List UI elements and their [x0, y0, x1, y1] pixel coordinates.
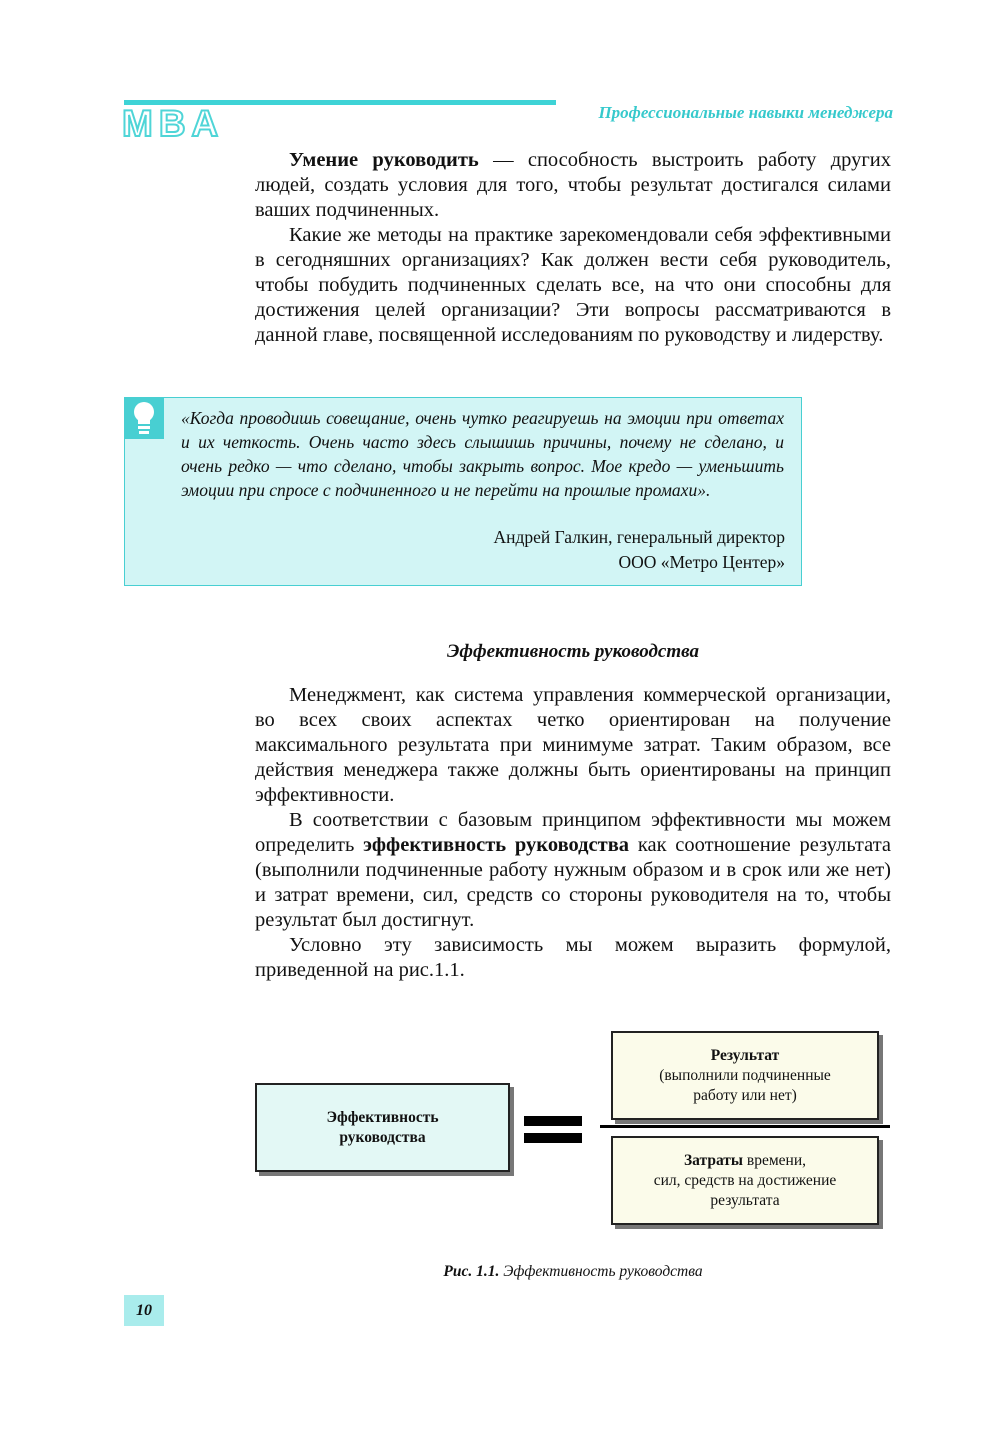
cost-line-3: результата	[710, 1191, 780, 1209]
mba-logo: MBA	[122, 103, 225, 144]
author-line-1: Андрей Галкин, генеральный директор	[493, 527, 785, 547]
caption-text: Эффективность руководства	[499, 1263, 703, 1280]
fraction-line	[600, 1125, 890, 1128]
efficiency-line-2: руководства	[339, 1128, 426, 1146]
equals-sign-bottom	[524, 1133, 582, 1143]
equals-sign-top	[524, 1116, 582, 1126]
cost-line-1	[654, 1151, 837, 1171]
lightbulb-icon	[124, 397, 164, 439]
author-line-2: ООО «Метро Центер»	[618, 552, 785, 572]
cost-bold: Затраты	[683, 1151, 744, 1169]
efficiency-line-1: Эффективность	[326, 1108, 439, 1126]
section-text	[255, 683, 891, 983]
intro-p1-text: — способность выстроить работу других людей, создать условия для того, чтобы результат достигался силами ваших подчиненных.	[255, 149, 891, 221]
caption-label: Рис. 1.1.	[443, 1263, 500, 1280]
p2-end: как соотношение результата (выполнили подчиненные работу нужным образом и в срок или же нет) и затрат времени, сил, средств со стороны руководителя на то, чтобы результат был достигнут.	[255, 834, 892, 931]
term-bold: Умение руководить	[289, 149, 479, 171]
running-title: Профессиональные навыки менеджера	[598, 103, 893, 122]
result-bold: Результат	[710, 1046, 780, 1064]
section-paragraph-3: Условно эту зависимость мы можем выразить формулой, приведенной на рис.1.1.	[255, 934, 891, 981]
cost-rest: времени,	[743, 1151, 806, 1169]
intro-paragraph-1	[255, 148, 891, 223]
quote-text: «Когда проводишь совещание, очень чутко реагируешь на эмоции при ответах и их четкость. Очень часто здесь слышишь причины, почему не сделано, и очень редко — что сделано, чтобы закрыть вопрос. Мое кредо — уменьшить эмоции при спросе с подчиненного и не перейти на прошлые промахи».	[181, 408, 784, 500]
section-paragraph-1: Менеджмент, как система управления коммерческой организации, во всех своих аспектах четко ориентирован на получение максимального результата при минимуме затрат. Таким образом, все действия менеджера также должны быть ориентированы на принцип эффективности.	[255, 684, 891, 806]
result-line-3: работу или нет)	[693, 1086, 797, 1104]
quote-author	[493, 525, 785, 575]
result-title	[659, 1046, 831, 1066]
p2-term: эффективность руководства	[363, 834, 630, 856]
diagram-efficiency-box	[255, 1083, 510, 1172]
figure-caption	[255, 1263, 891, 1281]
result-line-2: (выполнили подчиненные	[659, 1066, 831, 1084]
intro-paragraph-2: Какие же методы на практике зарекомендовали себя эффективными в сегодняшних организациях? Как должен вести себя руководитель, чтобы побудить подчиненных сделать все, на что они способны для достижения целей организации? Эти вопросы рассматриваются в данной главе, посвященной исследованиям по руководству и лидерству.	[255, 224, 891, 346]
intro-text	[255, 148, 891, 348]
diagram-cost-box	[611, 1136, 879, 1225]
section-title: Эффективность руководства	[447, 641, 699, 662]
page-number: 10	[124, 1295, 164, 1326]
section-paragraph-2	[255, 808, 891, 933]
diagram-result-box	[611, 1031, 879, 1120]
cost-line-2: сил, средств на достижение	[653, 1171, 837, 1189]
p2-start: В соответствии с базовым принципом эффективности мы можем определить	[255, 809, 891, 856]
